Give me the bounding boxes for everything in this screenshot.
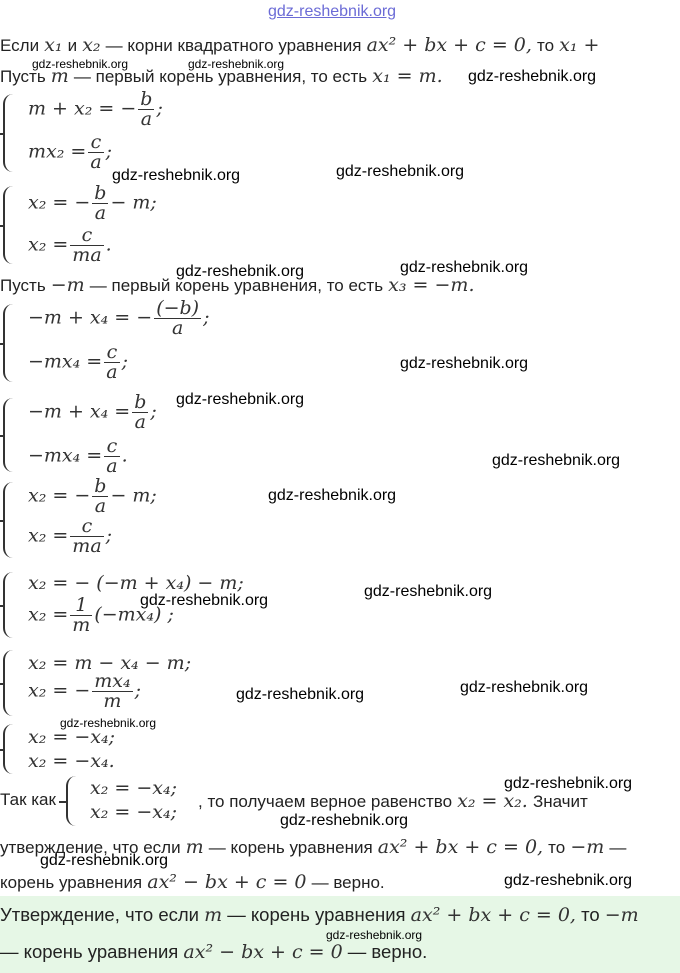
denominator: ma [72,535,102,557]
expr: x₂ = − [28,191,91,214]
numerator: c [88,133,103,153]
fraction [92,672,132,711]
math: x₃ = −m. [388,274,475,296]
assumption-line-2 [0,274,474,296]
system-brace [3,572,13,638]
denominator: ma [72,244,102,266]
fraction [92,184,108,223]
text: — первый корень уравнения, то есть [89,276,384,295]
watermark: gdz-reshebnik.org [176,263,305,280]
numerator: mx₄ [94,670,131,692]
expr: ; [156,97,163,120]
numerator: c [104,437,119,457]
watermark: gdz-reshebnik.org [112,167,241,184]
math: x₁ [44,34,63,56]
expr: ; [121,350,128,373]
denominator: m [103,690,122,712]
expr: −mx₄ = [28,444,103,467]
math: x₁ + [559,34,600,56]
math: m [50,65,69,87]
expr: x₂ = [28,524,69,547]
expr: −m + x₄ = − [28,306,153,329]
watermark: gdz-reshebnik.org [460,679,589,696]
system-3-row-1 [28,299,210,338]
text: утверждение, что если [0,838,181,857]
math: −m [604,904,639,926]
denominator: a [106,455,118,477]
text: Значит [532,792,588,811]
watermark: gdz-reshebnik.org [268,487,397,504]
watermark: gdz-reshebnik.org [326,928,423,942]
expr: x₂ = [28,603,69,626]
fraction [92,477,108,516]
denominator: m [72,614,91,636]
denominator: a [171,317,184,339]
denominator: a [106,361,118,383]
expr: x₂ = [28,233,69,256]
text: — верно. [347,941,428,962]
expr: mx₂ = [28,140,87,163]
math: −m [50,274,85,296]
expr: x₂ = − [28,679,91,702]
watermark: gdz-reshebnik.org [400,259,529,276]
text: Если [0,36,40,55]
text: то [548,838,566,857]
expr: (−mx₄) ; [94,603,174,626]
fraction [138,90,154,129]
text: Пусть [0,67,46,86]
expr: − m; [110,191,157,214]
numerator: b [134,391,147,413]
math: ax² + bx + c = 0, [410,904,576,926]
system-brace [3,650,13,716]
system-8-row-2: x₂ = −x₄. [28,750,115,772]
system-7-row-2 [28,672,141,711]
answer-line-2 [0,941,427,963]
system-6-row-1: x₂ = − (−m + x₄) − m; [28,572,244,594]
text: Пусть [0,276,46,295]
expr: −m + x₄ = [28,400,131,423]
watermark: gdz-reshebnik.org [504,872,633,889]
denominator: a [90,151,102,173]
system-4-row-2 [28,437,128,476]
expr: ; [105,524,113,547]
math: ax² − bx + c = 0 [183,941,343,963]
math: ax² + bx + c = 0, [366,34,532,56]
system-1-row-2 [28,133,112,172]
system-9-row-2: x₂ = −x₄; [90,801,177,823]
fraction [154,299,201,338]
fraction [104,343,119,382]
system-1-row-1 [28,90,163,129]
watermark: gdz-reshebnik.org [504,775,633,792]
watermark: gdz-reshebnik.org [400,355,529,372]
expr: m + x₂ = − [28,97,137,120]
denominator: a [94,495,107,517]
expr: ; [134,679,142,702]
expr: . [105,233,112,256]
since-label: Так как [0,790,56,809]
text: — верно. [311,873,385,892]
system-brace [66,776,76,826]
system-2-row-1 [28,184,157,223]
expr: −mx₄ = [28,350,103,373]
numerator: c [70,226,103,246]
system-brace [3,724,13,774]
fraction [88,133,103,172]
conclusion-line-1 [198,790,588,812]
conclusion-line-3 [0,871,385,893]
text: — корень уравнения [0,941,179,962]
watermark: gdz-reshebnik.org [32,57,129,71]
watermark: gdz-reshebnik.org [364,583,493,600]
text: Утверждение, что если [0,904,200,925]
system-5-row-1 [28,477,157,516]
text: то [581,904,600,925]
system-3-row-2 [28,343,128,382]
expr: . [121,444,128,467]
watermark: gdz-reshebnik.org [468,68,597,85]
denominator: a [140,108,153,130]
text: — первый корень уравнения, то есть [73,67,368,86]
text: то [537,36,555,55]
system-brace [3,398,13,472]
site-watermark-top[interactable]: gdz-reshebnik.org [268,3,397,20]
math: m [204,904,223,926]
system-4-row-1 [28,393,157,432]
denominator: a [134,411,146,433]
fraction [70,596,92,635]
system-9-row-1: x₂ = −x₄; [90,777,177,799]
expr: x₂ = − [28,484,91,507]
text: — [609,838,627,857]
math: x₁ = m. [372,65,443,87]
fraction [104,437,119,476]
watermark: gdz-reshebnik.org [60,716,157,730]
intro-line [0,34,599,56]
numerator: c [104,343,119,363]
system-7-row-1: x₂ = m − x₄ − m; [28,652,192,674]
text: — корень уравнения [227,904,406,925]
math: −m [570,836,605,858]
watermark: gdz-reshebnik.org [176,391,305,408]
watermark: gdz-reshebnik.org [188,57,285,71]
watermark: gdz-reshebnik.org [236,686,365,703]
watermark: gdz-reshebnik.org [280,812,409,829]
answer-line-1 [0,904,639,926]
system-brace [3,94,13,172]
numerator: b [94,182,107,204]
watermark: gdz-reshebnik.org [492,452,621,469]
system-brace [3,482,13,558]
math: ax² + bx + c = 0, [377,836,544,858]
watermark: gdz-reshebnik.org [140,592,269,609]
fraction [70,226,103,265]
system-8-row-1: x₂ = −x₄; [28,726,115,748]
system-brace [3,304,13,382]
text: корень уравнения [0,873,143,892]
numerator: 1 [70,596,92,616]
system-5-row-2 [28,517,112,556]
math: x₂ = x₂. [457,790,528,812]
math: ax² − bx + c = 0 [147,871,307,893]
denominator: a [94,202,107,224]
watermark: gdz-reshebnik.org [336,163,465,180]
assumption-line-1 [0,65,443,87]
numerator: b [140,88,153,110]
math: x₂ [82,34,101,56]
text: , то получаем верное равенство [198,792,453,811]
system-2-row-2 [28,226,112,265]
numerator: b [94,475,107,497]
text: и [67,36,78,55]
text: — корень уравнения [208,838,373,857]
text: — корни квадратного уравнения [105,36,362,55]
expr: ; [203,306,210,329]
system-brace [3,186,13,264]
numerator: (−b) [156,297,200,319]
fraction [70,517,103,556]
fraction [132,393,148,432]
expr: ; [105,140,113,163]
watermark: gdz-reshebnik.org [40,852,169,869]
numerator: c [70,517,103,537]
expr: − m; [110,484,157,507]
expr: ; [150,400,157,423]
answer-box [0,896,680,973]
math: m [185,836,204,858]
